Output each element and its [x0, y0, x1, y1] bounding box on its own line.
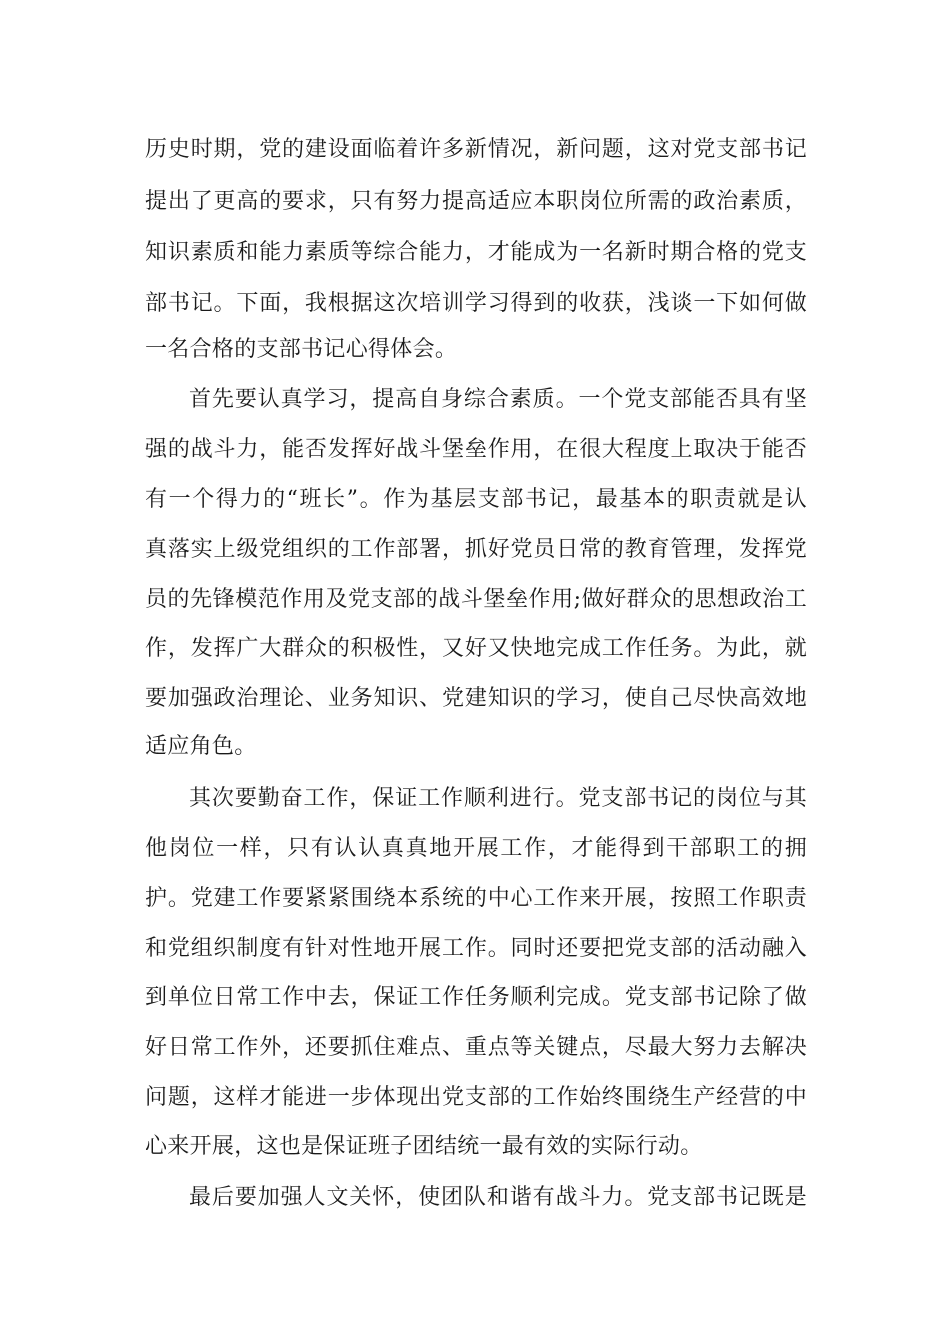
paragraph-first-line: 首先要认真学习，提高自身综合素质。一个党支部能否具有坚: [189, 387, 807, 412]
text-line: 有一个得力的“班长”。作为基层支部书记，最基本的职责就是认: [145, 487, 807, 512]
text-line: 和党组织制度有针对性地开展工作。同时还要把党支部的活动融入: [145, 936, 807, 961]
text-line: 真落实上级党组织的工作部署，抓好党员日常的教育管理，发挥党: [145, 537, 807, 562]
text-line: 护。党建工作要紧紧围绕本系统的中心工作来开展，按照工作职责: [145, 886, 807, 911]
text-line: 适应角色。: [145, 734, 257, 759]
text-line: 员的先锋模范作用及党支部的战斗堡垒作用;做好群众的思想政治工: [145, 587, 807, 612]
text-line: 提出了更高的要求，只有努力提高适应本职岗位所需的政治素质，: [145, 189, 807, 214]
text-line: 问题，这样才能进一步体现出党支部的工作始终围绕生产经营的中: [145, 1085, 807, 1110]
paragraph-first-line: 其次要勤奋工作，保证工作顺利进行。党支部书记的岗位与其: [189, 786, 807, 811]
paragraph-first-line: 最后要加强人文关怀，使团队和谐有战斗力。党支部书记既是: [189, 1185, 807, 1210]
text-line: 作，发挥广大群众的积极性，又好又快地完成工作任务。为此，就: [145, 636, 807, 661]
text-line: 部书记。下面，我根据这次培训学习得到的收获，浅谈一下如何做: [145, 291, 807, 316]
text-line: 心来开展，这也是保证班子团结统一最有效的实际行动。: [145, 1134, 703, 1159]
text-line: 一名合格的支部书记心得体会。: [145, 337, 458, 362]
text-line: 他岗位一样，只有认认真真地开展工作，才能得到干部职工的拥: [145, 836, 807, 861]
text-line: 要加强政治理论、业务知识、党建知识的学习，使自己尽快高效地: [145, 686, 807, 711]
text-line: 到单位日常工作中去，保证工作任务顺利完成。党支部书记除了做: [145, 985, 807, 1010]
text-line: 强的战斗力，能否发挥好战斗堡垒作用，在很大程度上取决于能否: [145, 437, 807, 462]
text-line: 知识素质和能力素质等综合能力，才能成为一名新时期合格的党支: [145, 240, 807, 265]
text-line: 历史时期，党的建设面临着许多新情况，新问题，这对党支部书记: [145, 137, 807, 162]
text-line: 好日常工作外，还要抓住难点、重点等关键点，尽最大努力去解决: [145, 1035, 807, 1060]
